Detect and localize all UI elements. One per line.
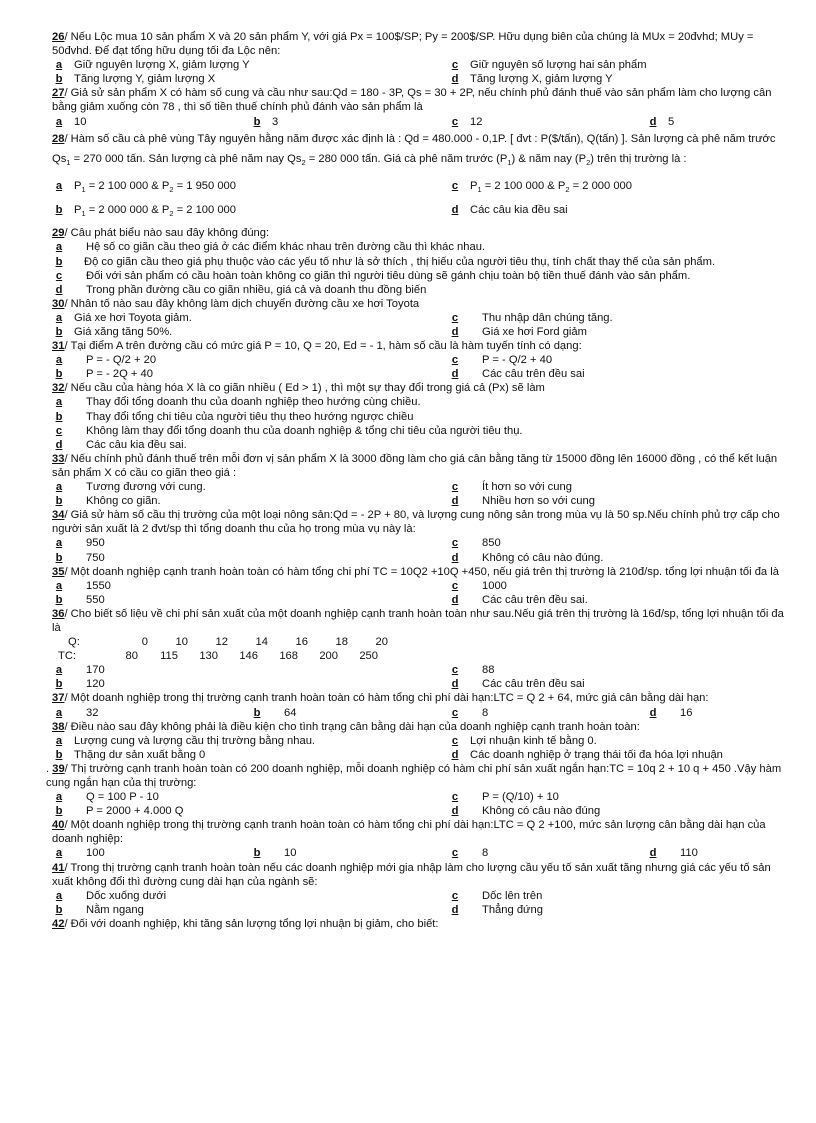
question-30: 30/ Nhân tố nào sau đây không làm dịch chuyển đường cầu xe hơi Toyota: [52, 297, 420, 310]
option-letter: a: [55, 179, 63, 192]
option-text: 120: [86, 678, 105, 691]
table-cell: 80: [125, 650, 138, 663]
option-letter: a: [55, 537, 63, 550]
question-42: 42/ Đối với doanh nghiệp, khi tăng sản lượng tổng lợi nhuận bị giảm, cho biết:: [52, 917, 439, 930]
option-text: 32: [86, 706, 99, 719]
options-row: [46, 115, 786, 129]
options-row: [46, 846, 786, 860]
options-row: [46, 269, 786, 283]
options-row: [46, 579, 786, 593]
option-text: Q = 100 P - 10: [86, 791, 159, 804]
options-row: [46, 438, 786, 452]
option-letter: a: [55, 241, 63, 254]
option-text: Thay đổi tổng chi tiêu của người tiêu thụ theo hướng ngược chiều: [86, 410, 414, 423]
option-letter: b: [55, 805, 63, 818]
options-row: [46, 790, 786, 804]
option-letter: a: [55, 706, 63, 719]
option-text: Dốc lên trên: [482, 889, 543, 902]
option-text: Tăng lượng X, giảm lượng Y: [470, 73, 613, 86]
option-text: 12: [470, 115, 483, 128]
options-row: [46, 494, 786, 508]
table-cell: 0: [141, 636, 148, 649]
option-text: 950: [86, 537, 105, 550]
option-letter: a: [55, 889, 63, 902]
option-letter: c: [451, 354, 459, 367]
option-text: 850: [482, 537, 501, 550]
option-text: Các câu kia đều sai.: [86, 438, 187, 451]
options-row: [46, 889, 786, 903]
options-row: [46, 353, 786, 367]
question-28: 28/ Hàm số cầu cà phê vùng Tây nguyên hằng năm được xác định là : Qd = 480.000 - 0,1P. [ đvt : P($/tấn), Q(tấn) ]. Sản lượng cà phê năm trước $Qs_1 = 270$ 000 tấn. Sản lượng cà phê năm nay $Qs_2 = 280$ 000 tấn. Giá cà phê năm trước $(P_1)$ & năm nay $(P_2)$ trên thị trường là :: [52, 132, 776, 167]
option-text: 550: [86, 593, 105, 606]
option-letter: d: [451, 204, 459, 217]
option-text: 8: [482, 706, 489, 719]
option-letter: a: [55, 847, 63, 860]
option-letter: c: [451, 847, 459, 860]
question-27: 27/ Giả sử sản phẩm X có hàm số cung và cầu như sau:Qd = 180 - 3P, Qs = 30 + 2P, nếu chính phủ đánh thuế vào sản phẩm làm cho lượng cân bằng giảm xuống còn 78 , thì số tiền thuế chính phủ đánh vào sản phẩm là: [52, 87, 772, 114]
option-text: 1000: [482, 579, 507, 592]
option-letter: c: [451, 579, 459, 592]
option-letter: a: [55, 354, 63, 367]
options-row: [46, 551, 786, 565]
option-text: Các câu trên đều sai: [482, 678, 585, 691]
exam-page: [46, 30, 786, 931]
option-letter: b: [55, 748, 63, 761]
option-letter: d: [451, 326, 459, 339]
table-label: Q:: [68, 636, 80, 649]
table-cell: 12: [215, 636, 228, 649]
option-text: Tương đương với cung.: [86, 481, 206, 494]
options-row: [46, 58, 786, 72]
question-39: . 39/ Thị trường cạnh tranh hoàn toàn có 200 doanh nghiệp, mỗi doanh nghiệp có hàm chi phí sản xuất ngắn hạn:TC = 10q 2 + 10 q + 450 .Vậy hàm cung ngắn hạn của thị trường:: [46, 762, 782, 790]
options-row: [46, 480, 786, 494]
option-letter: c: [451, 889, 459, 902]
option-letter: c: [451, 664, 459, 677]
question-32: 32/ Nếu cầu của hàng hóa X là co giãn nhiều ( Ed > 1) , thì một sự thay đổi trong giá cả (Px) sẽ làm: [52, 382, 545, 395]
option-text: Không làm thay đổi tổng doanh thu của doanh nghiệp & tổng chi tiêu của người tiêu thụ.: [86, 424, 523, 437]
options-row: [46, 176, 786, 200]
option-text: 8: [482, 847, 489, 860]
option-text: P = - Q/2 + 20: [86, 354, 157, 367]
option-letter: d: [451, 73, 459, 86]
option-letter: d: [451, 593, 459, 606]
option-letter: c: [451, 537, 459, 550]
option-letter: b: [55, 593, 63, 606]
option-text: Lợi nhuận kinh tế bằng 0.: [470, 734, 597, 747]
option-text: 750: [86, 551, 105, 564]
option-letter: b: [55, 903, 63, 916]
options-row: [46, 734, 786, 748]
table-cell: 200: [319, 650, 338, 663]
question-38: 38/ Điều nào sau đây không phải là điều kiện cho tình trạng cân bằng dài hạn của doanh nghiệp cạnh tranh hoàn toàn:: [52, 720, 640, 733]
options-row: [46, 395, 786, 409]
option-text: Giá xe hơi Ford giảm: [482, 326, 587, 339]
option-letter: a: [55, 579, 63, 592]
option-letter: d: [451, 551, 459, 564]
table-cell: 146: [239, 650, 258, 663]
option-text: Dốc xuống dưới: [86, 889, 167, 902]
option-text: $P_1 = 2$ 000 000 & $P_2 = 2$ 100 000: [74, 204, 237, 219]
options-row: [46, 200, 786, 224]
option-text: 10: [74, 115, 87, 128]
question-36: 36/ Cho biết số liệu về chi phí sản xuất của một doanh nghiệp cạnh tranh hoàn toàn như sau.Nếu giá trên thị trường là 16đ/sp, tổng lợi nhuận tối đa là: [52, 607, 784, 634]
options-row: [46, 593, 786, 607]
option-text: Lượng cung và lượng cầu thị trường bằng nhau.: [74, 734, 316, 747]
option-text: 100: [86, 847, 105, 860]
option-text: 110: [680, 847, 698, 860]
option-letter: d: [55, 283, 63, 296]
option-letter: a: [55, 481, 63, 494]
option-text: 10: [284, 847, 297, 860]
option-text: Độ co giãn cầu theo giá phụ thuộc vào các yếu tố như là sở thích , thị hiếu của người tiêu thụ, tính chất thay thế của sản phẩm.: [84, 255, 716, 268]
options-row: [46, 255, 786, 269]
option-text: Giữ nguyên lượng X, giảm lượng Y: [74, 59, 250, 72]
option-letter: b: [253, 115, 261, 128]
option-text: Nằm ngang: [86, 903, 144, 916]
option-text: Đối với sản phẩm có cầu hoàn toàn không co giãn thì người tiêu dùng sẽ gánh chịu toàn bộ tiền thuế đánh vào sản phẩm.: [86, 269, 691, 282]
table-cell: 10: [175, 636, 188, 649]
table-cell: 115: [160, 650, 178, 663]
option-text: P = 2000 + 4.000 Q: [86, 805, 184, 818]
option-text: Không có câu nào đúng.: [482, 551, 604, 564]
cost-table-tc-row: [46, 649, 786, 663]
option-letter: c: [55, 269, 63, 282]
option-letter: a: [55, 664, 63, 677]
option-text: 1550: [86, 579, 111, 592]
option-text: Các doanh nghiệp ở trạng thái tối đa hóa lợi nhuận: [470, 748, 723, 761]
options-row: [46, 536, 786, 550]
question-29: 29/ Câu phát biểu nào sau đây không đúng:: [52, 227, 270, 240]
option-text: $P_1 = 2$ 100 000 & $P_2 = 2$ 000 000: [470, 179, 633, 195]
option-text: Các câu trên đều sai: [482, 368, 585, 381]
option-letter: b: [55, 410, 63, 423]
option-letter: d: [649, 847, 657, 860]
option-letter: c: [451, 311, 459, 324]
option-letter: a: [55, 59, 63, 72]
option-text: Trong phần đường cầu co giãn nhiều, giá cả và doanh thu đồng biến: [86, 283, 427, 296]
table-cell: 130: [199, 650, 218, 663]
option-text: Các câu kia đều sai: [470, 204, 568, 217]
table-cell: 250: [359, 650, 378, 663]
option-text: P = (Q/10) + 10: [482, 791, 559, 804]
options-row: [46, 410, 786, 424]
option-letter: b: [55, 551, 63, 564]
options-row: [46, 424, 786, 438]
table-cell: 14: [255, 636, 268, 649]
option-text: Nhiều hơn so với cung: [482, 495, 595, 508]
option-text: Không có câu nào đúng: [482, 805, 601, 818]
options-row: [46, 663, 786, 677]
options-row: [46, 72, 786, 86]
option-letter: d: [451, 368, 459, 381]
option-text: Các câu trên đều sai.: [482, 593, 588, 606]
cost-table-q-row: [46, 635, 786, 649]
question-41: 41/ Trong thị trường cạnh tranh hoàn toàn nếu các doanh nghiệp mới gia nhập làm cho lượng cầu yếu tố sản xuất tăng nhưng giá các yếu tố sản xuất không đổi thì đường cung dài hạn của ngành sẽ:: [52, 861, 771, 888]
option-text: Thu nhập dân chúng tăng.: [482, 311, 613, 324]
option-letter: a: [55, 396, 63, 409]
option-letter: a: [55, 791, 63, 804]
option-text: 3: [272, 115, 279, 128]
option-letter: b: [253, 847, 261, 860]
option-letter: b: [55, 326, 63, 339]
option-letter: c: [451, 115, 459, 128]
options-row: [46, 903, 786, 917]
option-letter: d: [451, 805, 459, 818]
option-text: Thặng dư sản xuất bằng 0: [74, 748, 206, 761]
options-row: [46, 367, 786, 381]
option-letter: d: [451, 495, 459, 508]
question-35: 35/ Một doanh nghiệp cạnh tranh hoàn toàn có hàm tổng chi phí TC = 10Q2 +10Q +450, nếu giá trên thị trường là 210đ/sp. tổng lợi nhuận tối đa là: [52, 565, 779, 578]
option-letter: b: [55, 495, 63, 508]
table-cell: 18: [335, 636, 348, 649]
options-row: [46, 706, 786, 720]
options-row: [46, 748, 786, 762]
option-letter: a: [55, 311, 63, 324]
option-text: Hệ số co giãn cầu theo giá ở các điểm khác nhau trên đường cầu thì khác nhau.: [86, 241, 486, 254]
option-letter: c: [451, 706, 459, 719]
option-text: Thẳng đứng: [482, 903, 543, 916]
option-letter: c: [451, 481, 459, 494]
table-cell: 20: [375, 636, 388, 649]
option-text: P = - 2Q + 40: [86, 368, 153, 381]
question-40: 40/ Một doanh nghiệp trong thị trường cạnh tranh hoàn toàn có hàm tổng chi phí dài hạn:LTC = Q 2 +100, mức sản lượng cân bằng dài hạn của doanh nghiệp:: [52, 819, 766, 846]
option-letter: b: [55, 204, 63, 217]
question-26: 26/ Nếu Lộc mua 10 sản phẩm X và 20 sản phẩm Y, với giá Px = 100$/SP; Py = 200$/SP. Hữu dụng biên của chúng là MUx = 20đvhd; MUy = 50đvhd. Để đạt tổng hữu dụng tối đa Lộc nên:: [52, 31, 754, 58]
option-text: Thay đổi tổng doanh thu của doanh nghiệp theo hướng cùng chiều.: [86, 396, 421, 409]
option-letter: c: [451, 179, 459, 192]
option-letter: d: [451, 748, 459, 761]
option-text: Không co giãn.: [86, 495, 161, 508]
option-text: 64: [284, 706, 297, 719]
option-letter: d: [649, 115, 657, 128]
option-text: $P_1 = 2$ 100 000 & $P_2 = 1$ 950 000: [74, 179, 237, 195]
options-row: [46, 677, 786, 691]
option-letter: c: [451, 59, 459, 72]
table-cell: 168: [279, 650, 298, 663]
question-33: 33/ Nếu chính phủ đánh thuế trên mỗi đơn vị sản phẩm X là 3000 đồng làm cho giá cân bằng tăng từ 15000 đồng lên 16000 đồng , có thể kết luận sản phẩm X có cầu co giãn theo giá :: [52, 452, 778, 479]
option-letter: b: [55, 255, 63, 268]
option-letter: d: [55, 438, 63, 451]
option-text: Tăng lượng Y, giảm lượng X: [74, 73, 216, 86]
option-letter: c: [451, 734, 459, 747]
option-letter: d: [451, 903, 459, 916]
option-letter: c: [451, 791, 459, 804]
question-31: 31/ Tại điểm A trên đường cầu có mức giá P = 10, Q = 20, Ed = - 1, hàm số cầu là hàm tuyến tính có dạng:: [52, 340, 582, 353]
option-letter: b: [55, 73, 63, 86]
option-text: P = - Q/2 + 40: [482, 354, 553, 367]
option-text: Giữ nguyên số lượng hai sản phẩm: [470, 59, 647, 72]
option-letter: d: [649, 706, 657, 719]
options-row: [46, 325, 786, 339]
option-letter: a: [55, 734, 63, 747]
option-text: 88: [482, 664, 495, 677]
option-letter: b: [253, 706, 261, 719]
table-cell: 16: [295, 636, 308, 649]
option-text: Giá xăng tăng 50%.: [74, 326, 173, 339]
question-37: 37/ Một doanh nghiệp trong thị trường cạnh tranh hoàn toàn có hàm tổng chi phí dài hạn:LTC = Q 2 + 64, mức giá cân bằng dài hạn:: [52, 692, 709, 705]
table-label: TC:: [58, 650, 77, 663]
option-text: Giá xe hơi Toyota giảm.: [74, 311, 192, 324]
option-text: 16: [680, 706, 693, 719]
question-34: 34/ Giả sử hàm số cầu thị trường của một loại nông sản:Qd = - 2P + 80, và lượng cung nông sản trong mùa vụ là 50 sp.Nếu chính phủ trợ cấp cho người sản xuất là 2 đvt/sp thì tổng doanh thu của họ trong mùa vụ này là:: [52, 509, 780, 536]
option-letter: a: [55, 115, 63, 128]
options-row: [46, 283, 786, 297]
option-letter: b: [55, 368, 63, 381]
option-text: 170: [86, 664, 105, 677]
option-text: 5: [668, 115, 675, 128]
options-row: [46, 240, 786, 254]
option-letter: c: [55, 424, 63, 437]
options-row: [46, 311, 786, 325]
option-letter: d: [451, 678, 459, 691]
option-letter: b: [55, 678, 63, 691]
options-row: [46, 804, 786, 818]
option-text: Ít hơn so với cung: [482, 481, 572, 494]
